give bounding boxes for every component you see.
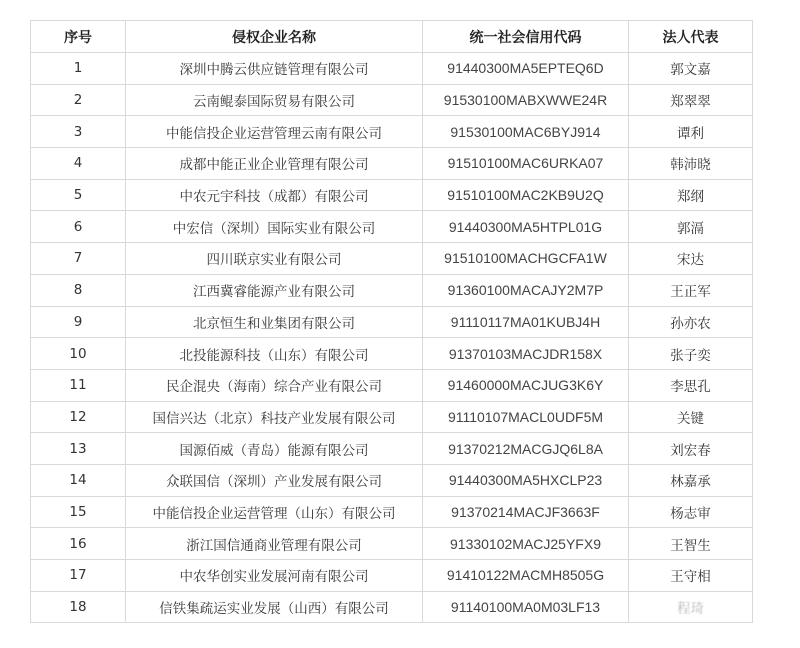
credit-code: 91440300MA5EPTEQ6D — [423, 53, 629, 85]
table-row — [31, 496, 753, 528]
header-credit-code: 统一社会信用代码 — [423, 21, 629, 53]
credit-code: 91510100MAC6URKA07 — [423, 148, 629, 180]
row-number: 18 — [31, 591, 126, 623]
table-row — [31, 464, 753, 496]
header-no: 序号 — [31, 21, 126, 53]
table-row — [31, 433, 753, 465]
company-name: 成都中能正业企业管理有限公司 — [126, 148, 423, 180]
infringing-companies-table — [30, 20, 753, 623]
credit-code: 91460000MACJUG3K6Y — [423, 369, 629, 401]
row-number: 11 — [31, 369, 126, 401]
row-number: 9 — [31, 306, 126, 338]
table-row — [31, 243, 753, 275]
company-name: 民企混央（海南）综合产业有限公司 — [126, 369, 423, 401]
row-number: 12 — [31, 401, 126, 433]
legal-rep: 王守相 — [629, 560, 753, 592]
row-number: 8 — [31, 274, 126, 306]
table-row — [31, 274, 753, 306]
header-legal-rep: 法人代表 — [629, 21, 753, 53]
row-number: 14 — [31, 464, 126, 496]
legal-rep: 孙亦农 — [629, 306, 753, 338]
company-name: 深圳中腾云供应链管理有限公司 — [126, 53, 423, 85]
credit-code: 91440300MA5HTPL01G — [423, 211, 629, 243]
credit-code: 91140100MA0M03LF13 — [423, 591, 629, 623]
row-number: 7 — [31, 243, 126, 275]
company-name: 中能信投企业运营管理（山东）有限公司 — [126, 496, 423, 528]
legal-rep: 林嘉承 — [629, 464, 753, 496]
credit-code: 91510100MAC2KB9U2Q — [423, 179, 629, 211]
row-number: 16 — [31, 528, 126, 560]
legal-rep: 韩沛晓 — [629, 148, 753, 180]
credit-code: 91370103MACJDR158X — [423, 338, 629, 370]
credit-code: 91110107MACL0UDF5M — [423, 401, 629, 433]
company-name: 国源佰威（青岛）能源有限公司 — [126, 433, 423, 465]
credit-code: 91360100MACAJY2M7P — [423, 274, 629, 306]
credit-code: 91370212MACGJQ6L8A — [423, 433, 629, 465]
table-row — [31, 401, 753, 433]
row-number: 4 — [31, 148, 126, 180]
company-name: 信铁集疏运实业发展（山西）有限公司 — [126, 591, 423, 623]
credit-code: 91440300MA5HXCLP23 — [423, 464, 629, 496]
header-row — [31, 21, 753, 53]
legal-rep: 郭文嘉 — [629, 53, 753, 85]
legal-rep: 李思孔 — [629, 369, 753, 401]
legal-rep: 杨志审 — [629, 496, 753, 528]
legal-rep: 程琦 — [629, 591, 753, 623]
table-row — [31, 116, 753, 148]
company-name: 国信兴达（北京）科技产业发展有限公司 — [126, 401, 423, 433]
credit-code: 91370214MACJF3663F — [423, 496, 629, 528]
row-number: 10 — [31, 338, 126, 370]
legal-rep: 刘宏春 — [629, 433, 753, 465]
table-row — [31, 53, 753, 85]
company-name: 北京恒生和业集团有限公司 — [126, 306, 423, 338]
company-name: 云南鲲泰国际贸易有限公司 — [126, 84, 423, 116]
table-row — [31, 211, 753, 243]
legal-rep: 关键 — [629, 401, 753, 433]
legal-rep: 王智生 — [629, 528, 753, 560]
header-company-name: 侵权企业名称 — [126, 21, 423, 53]
table-row — [31, 560, 753, 592]
legal-rep: 谭利 — [629, 116, 753, 148]
table-row — [31, 84, 753, 116]
legal-rep: 宋达 — [629, 243, 753, 275]
row-number: 17 — [31, 560, 126, 592]
table-row — [31, 179, 753, 211]
company-name: 浙江国信通商业管理有限公司 — [126, 528, 423, 560]
table-row — [31, 338, 753, 370]
credit-code: 91410122MACMH8505G — [423, 560, 629, 592]
credit-code: 91510100MACHGCFA1W — [423, 243, 629, 275]
company-name: 中农华创实业发展河南有限公司 — [126, 560, 423, 592]
company-name: 中农元宇科技（成都）有限公司 — [126, 179, 423, 211]
legal-rep: 郭滆 — [629, 211, 753, 243]
credit-code: 91330102MACJ25YFX9 — [423, 528, 629, 560]
company-name: 北投能源科技（山东）有限公司 — [126, 338, 423, 370]
row-number: 1 — [31, 53, 126, 85]
table-row — [31, 306, 753, 338]
company-name: 众联国信（深圳）产业发展有限公司 — [126, 464, 423, 496]
legal-rep: 张子奕 — [629, 338, 753, 370]
credit-code: 91110117MA01KUBJ4H — [423, 306, 629, 338]
row-number: 3 — [31, 116, 126, 148]
legal-rep: 郑翠翠 — [629, 84, 753, 116]
row-number: 5 — [31, 179, 126, 211]
table-row — [31, 528, 753, 560]
company-name: 中能信投企业运营管理云南有限公司 — [126, 116, 423, 148]
table-row — [31, 369, 753, 401]
company-name: 中宏信（深圳）国际实业有限公司 — [126, 211, 423, 243]
legal-rep: 郑纲 — [629, 179, 753, 211]
row-number: 6 — [31, 211, 126, 243]
table-row — [31, 148, 753, 180]
row-number: 15 — [31, 496, 126, 528]
company-name: 四川联京实业有限公司 — [126, 243, 423, 275]
credit-code: 91530100MAC6BYJ914 — [423, 116, 629, 148]
row-number: 13 — [31, 433, 126, 465]
table-row — [31, 591, 753, 623]
company-name: 江西冀睿能源产业有限公司 — [126, 274, 423, 306]
credit-code: 91530100MABXWWE24R — [423, 84, 629, 116]
legal-rep: 王正军 — [629, 274, 753, 306]
row-number: 2 — [31, 84, 126, 116]
